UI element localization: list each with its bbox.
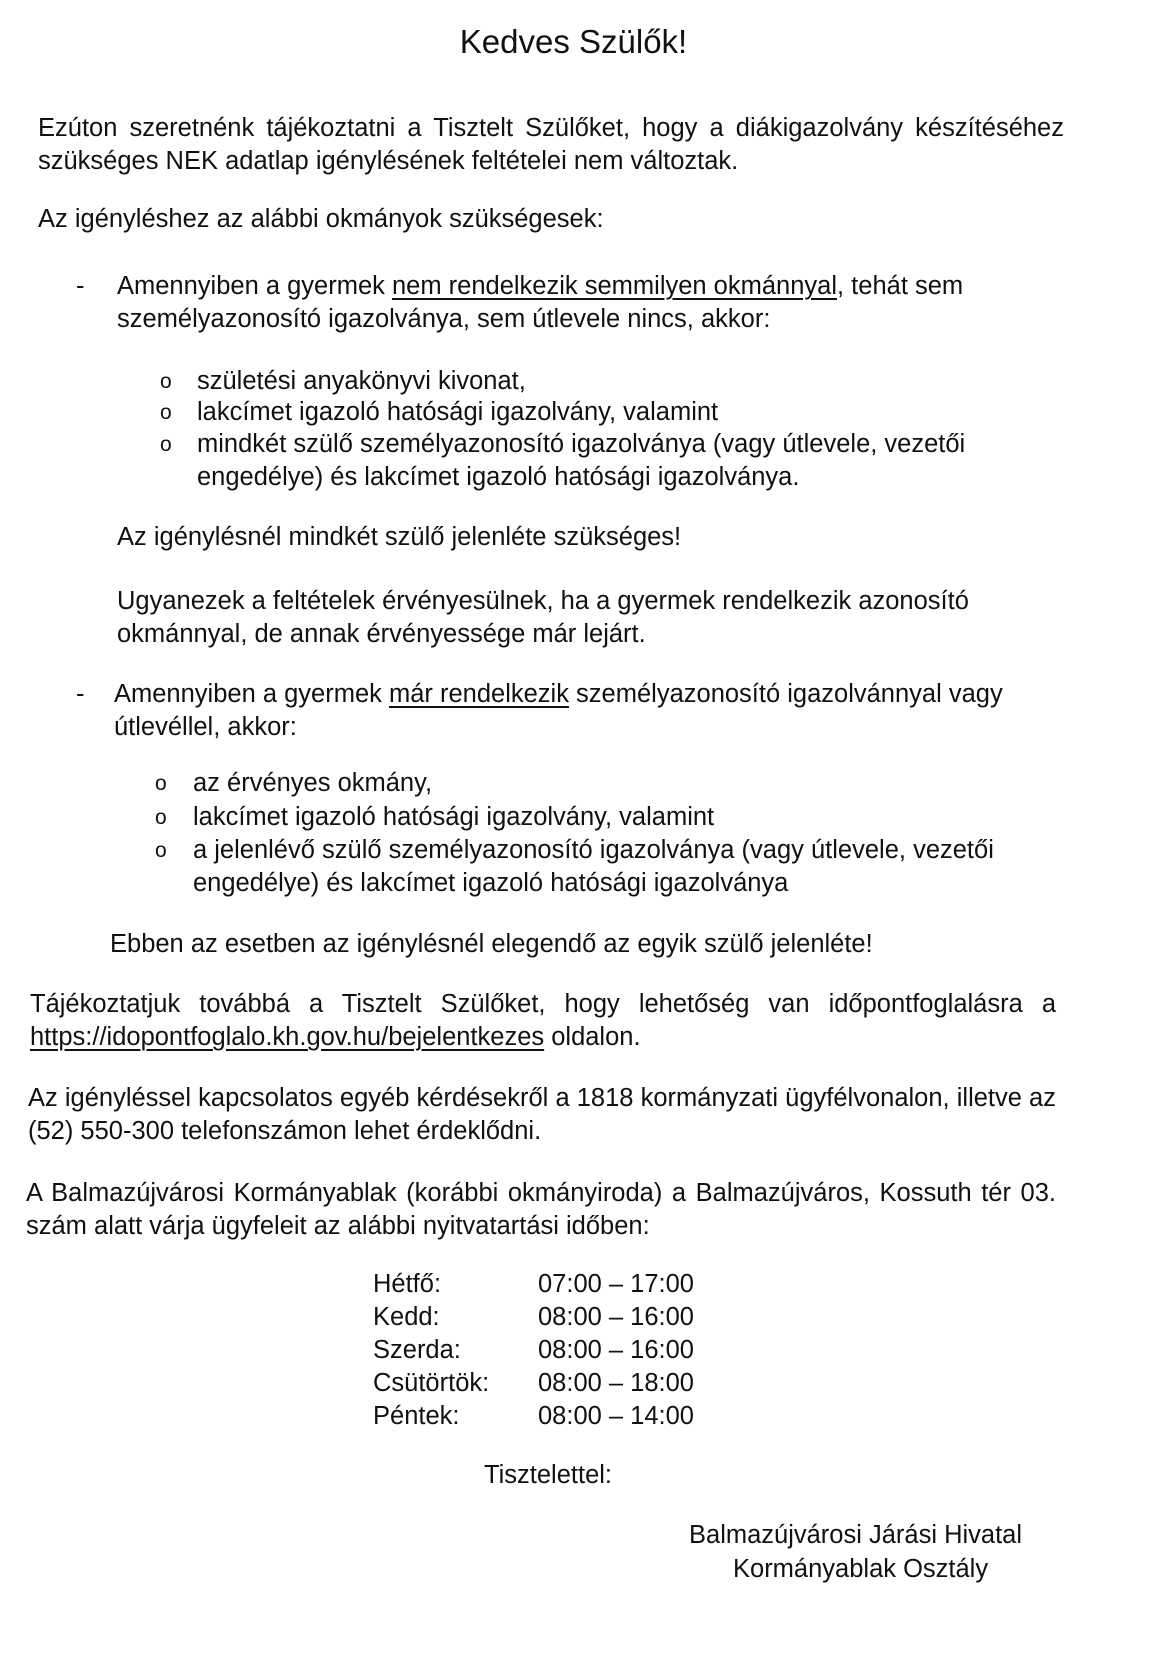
case2-text (114, 678, 1014, 744)
hours-row (373, 1334, 694, 1367)
office-info-paragraph: A Balmazújvárosi Kormányablak (korábbi okmányiroda) a Balmazújváros, Kossuth tér 03. szám alatt várja ügyfeleit az alábbi nyitvatartási időben: (26, 1179, 1056, 1240)
hours-row (373, 1301, 694, 1334)
case2-bullet-1: o (155, 772, 167, 795)
hours-time: 08:00 – 16:00 (538, 1303, 694, 1331)
booking-text-post: oldalon. (544, 1023, 641, 1051)
case1-note-both-parents: Az igénylésnél mindkét szülő jelenléte szükséges! (117, 523, 682, 551)
hours-time: 07:00 – 17:00 (538, 1270, 694, 1298)
case1-bullet-1: o (160, 370, 172, 393)
case1-underlined: nem rendelkezik semmilyen okmánnyal (391, 272, 838, 300)
case2-text-pre: Amennyiben a gyermek (114, 680, 389, 708)
case2-item-1: az érvényes okmány, (193, 769, 433, 797)
case2-bullet-3: o (155, 839, 167, 862)
hours-day: Csütörtök: (373, 1369, 490, 1397)
signature-line-2: Kormányablak Osztály (733, 1555, 989, 1583)
case1-bullet-3: o (160, 433, 172, 456)
case2-item-3: a jelenlévő szülő személyazonosító igazolványa (vagy útlevele, vezetői engedélye) és lakcímet igazoló hatósági igazolványa (193, 836, 994, 897)
case2-bullet-2: o (155, 806, 167, 829)
case1-dash: - (76, 272, 85, 300)
signature-line-1: Balmazújvárosi Járási Hivatal (689, 1521, 1023, 1549)
opening-hours-table (373, 1268, 694, 1433)
case2-underlined: már rendelkezik (388, 680, 569, 708)
case1-item-1: születési anyakönyvi kivonat, (197, 367, 526, 395)
hours-time: 08:00 – 16:00 (538, 1336, 694, 1364)
hours-row (373, 1400, 694, 1433)
phone-info-paragraph: Az igényléssel kapcsolatos egyéb kérdésekről a 1818 kormányzati ügyfélvonalon, illetve az (52) 550-300 telefonszámon lehet érdeklődni. (28, 1084, 1056, 1145)
required-documents-heading: Az igényléshez az alábbi okmányok szükségesek: (38, 205, 604, 233)
case1-text-post: , tehát sem személyazonosító igazolványa, sem útlevele nincs, akkor: (117, 272, 964, 333)
hours-row (373, 1367, 694, 1400)
case1-text (117, 270, 1052, 336)
hours-day: Hétfő: (373, 1270, 442, 1298)
case1-bullet-2: o (160, 401, 172, 424)
intro-paragraph: Ezúton szeretnénk tájékoztatni a Tisztelt Szülőket, hogy a diákigazolvány készítéséhez szükséges NEK adatlap igénylésének feltételei nem változtak. (38, 114, 1064, 175)
hours-day: Szerda: (373, 1336, 461, 1364)
hours-day: Kedd: (373, 1303, 440, 1331)
hours-day: Péntek: (373, 1402, 460, 1430)
letter-title: Kedves Szülők! (459, 23, 688, 60)
case1-note-expired: Ugyanezek a feltételek érvényesülnek, ha a gyermek rendelkezik azonosító okmánnyal, de annak érvényessége már lejárt. (117, 587, 969, 648)
case2-dash: - (76, 680, 85, 708)
case1-text-pre: Amennyiben a gyermek (117, 272, 392, 300)
case2-item-2: lakcímet igazoló hatósági igazolvány, valamint (193, 803, 715, 831)
booking-text-pre: Tájékoztatjuk továbbá a Tisztelt Szülőket, hogy lehetőség van időpontfoglalásra a (30, 990, 1056, 1018)
booking-link[interactable]: https://idopontfoglalo.kh.gov.hu/bejelentkezes (30, 1023, 545, 1051)
hours-row (373, 1268, 694, 1301)
case2-note-one-parent: Ebben az esetben az igénylésnél elegendő az egyik szülő jelenléte! (110, 930, 873, 958)
case2-text-post: személyazonosító igazolvánnyal vagy útlevéllel, akkor: (114, 680, 1003, 741)
case1-item-2: lakcímet igazoló hatósági igazolvány, valamint (197, 398, 719, 426)
booking-paragraph (30, 988, 1056, 1054)
hours-time: 08:00 – 14:00 (538, 1402, 694, 1430)
case1-item-3: mindkét szülő személyazonosító igazolványa (vagy útlevele, vezetői engedélye) és lakcímet igazoló hatósági igazolványa. (197, 430, 966, 491)
hours-time: 08:00 – 18:00 (538, 1369, 694, 1397)
closing-greeting: Tisztelettel: (484, 1461, 613, 1489)
